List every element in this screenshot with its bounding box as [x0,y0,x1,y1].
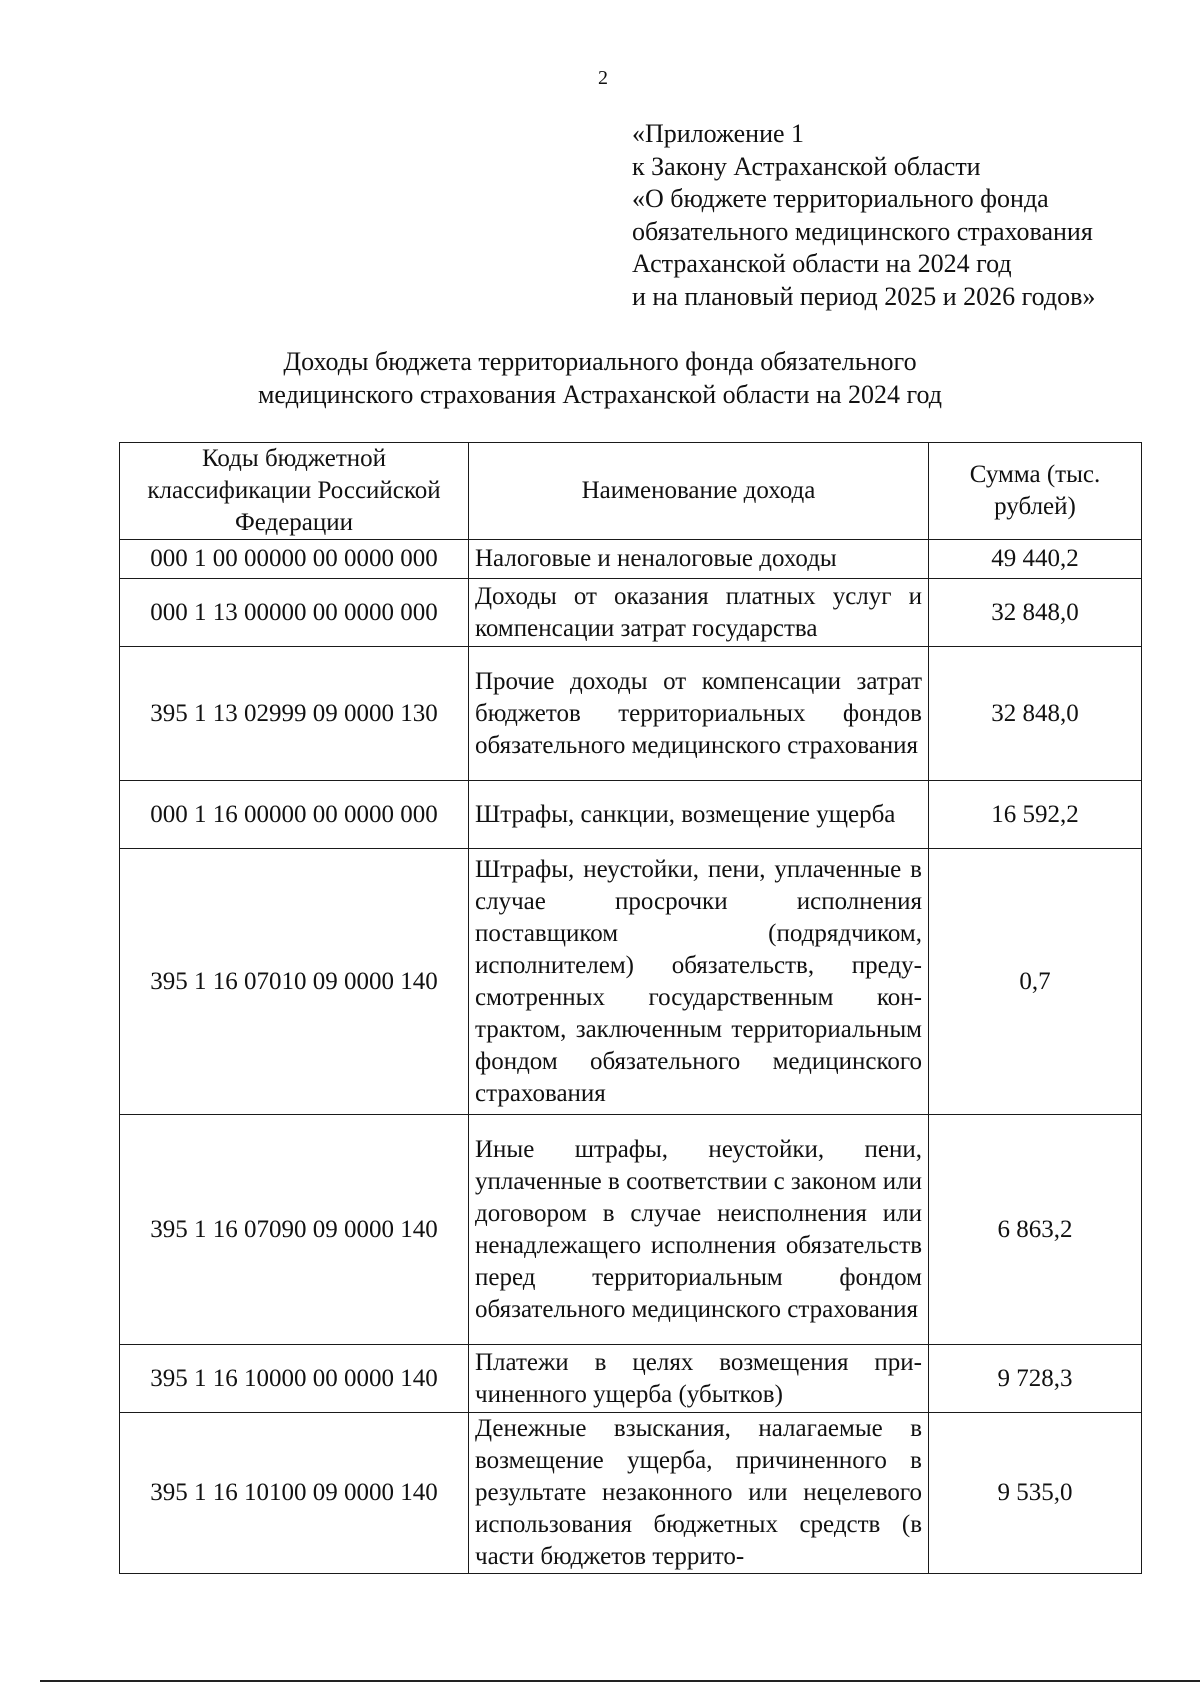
row-name: Штрафы, санкции, возмещение ущерба [469,781,929,849]
table-row [120,849,1142,1115]
document-title [120,345,1080,411]
row-code: 000 1 00 00000 00 0000 000 [120,540,469,579]
page-bottom-rule [40,1680,1200,1682]
row-code: 000 1 16 00000 00 0000 000 [120,781,469,849]
table-row [120,540,1142,579]
table-row [120,647,1142,781]
appendix-line: к Закону Астраханской области [632,151,981,181]
header-name: Наименование дохода [469,443,929,540]
table-row [120,1413,1142,1574]
row-sum: 0,7 [929,849,1142,1115]
row-name: Прочие доходы от компенсации затрат бюджетов территориальных фондов обязательного медицинского страхования [469,647,929,781]
row-sum: 49 440,2 [929,540,1142,579]
row-sum: 16 592,2 [929,781,1142,849]
income-table [119,442,1142,1574]
row-name: Денежные взыскания, налагаемые в возмещение ущерба, причиненного в результате незаконного или нецелевого использования бюджетных средств (в части бюджетов террито- [469,1413,929,1574]
title-line: Доходы бюджета территориального фонда обязательного [283,347,917,376]
appendix-line: Астраханской области на 2024 год [632,249,1012,278]
page-number: 2 [598,67,608,89]
appendix-line: «Приложение 1 [632,119,805,148]
row-name: Налоговые и неналоговые доходы [469,540,929,579]
appendix-reference [632,118,1095,313]
appendix-line: «О бюджете территориального фонда [632,184,1049,213]
row-sum: 9 535,0 [929,1413,1142,1574]
table-row [120,579,1142,647]
row-code: 395 1 16 10100 09 0000 140 [120,1413,469,1574]
row-code: 395 1 16 10000 00 0000 140 [120,1345,469,1413]
table-row [120,781,1142,849]
row-sum: 32 848,0 [929,579,1142,647]
title-line: медицинского страхования Астраханской области на 2024 год [257,380,943,409]
header-sum: Сумма (тыс. рублей) [929,443,1142,540]
row-sum: 9 728,3 [929,1345,1142,1413]
row-name: Иные штрафы, неустойки, пени, уплаченные в соответствии с законом или договором в случае неисполнения или ненадлежащего исполнения обязательств перед территориальным фондом обязательного медицинского страхования [469,1115,929,1345]
row-name: Штрафы, неустойки, пени, уплаченные в случае просрочки исполнения поставщиком (подрядчиком, исполнителем) обязательств, предусмотренных государственным контрактом, заключенным территориальным фондом обязательного медицинского страхования [469,849,929,1115]
row-sum: 32 848,0 [929,647,1142,781]
header-code: Коды бюджетной классификации Российской Федерации [120,443,469,540]
appendix-line: обязательного медицинского страхования [632,216,1093,246]
appendix-line: и на плановый период 2025 и 2026 годов» [632,281,1096,311]
table-row [120,1115,1142,1345]
row-name: Доходы от оказания платных услуг и компенсации затрат государства [469,579,929,647]
row-code: 395 1 16 07090 09 0000 140 [120,1115,469,1345]
table-header-row [120,443,1142,540]
table-row [120,1345,1142,1413]
row-name: Платежи в целях возмещения причиненного ущерба (убытков) [469,1345,929,1413]
row-sum: 6 863,2 [929,1115,1142,1345]
row-code: 395 1 16 07010 09 0000 140 [120,849,469,1115]
row-code: 000 1 13 00000 00 0000 000 [120,579,469,647]
row-code: 395 1 13 02999 09 0000 130 [120,647,469,781]
